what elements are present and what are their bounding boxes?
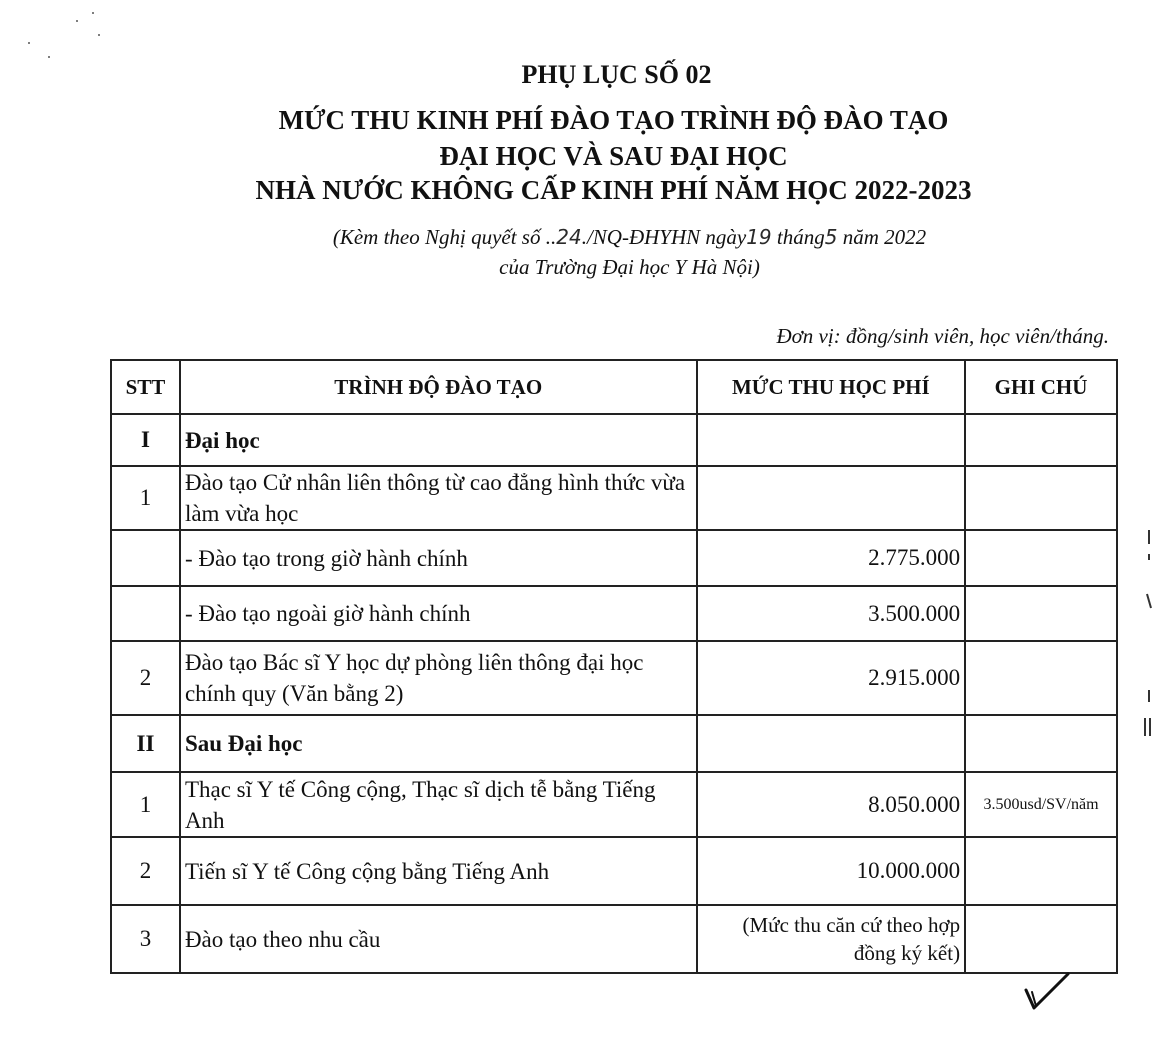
row-stt: 2 (111, 641, 180, 715)
row-fee: 10.000.000 (697, 837, 966, 905)
row-note (965, 586, 1117, 641)
row-note (965, 466, 1117, 530)
row-note (965, 641, 1117, 715)
row-stt: 3 (111, 905, 180, 973)
row-stt: 1 (111, 772, 180, 837)
row-fee: (Mức thu căn cứ theo hợp đồng ký kết) (697, 905, 966, 973)
row-level: Đào tạo theo nhu cầu (180, 905, 697, 973)
scan-speck (48, 56, 50, 58)
attachment-line-1 (104, 222, 1155, 252)
table-row (111, 715, 1117, 772)
row-level: Thạc sĩ Y tế Công cộng, Thạc sĩ dịch tễ bằng Tiếng Anh (180, 772, 697, 837)
title-line-1: MỨC THU KINH PHÍ ĐÀO TẠO TRÌNH ĐỘ ĐÀO TẠO (278, 105, 949, 135)
attachment-day: 19 (746, 225, 772, 249)
attachment-suffix: năm 2022 (837, 225, 927, 249)
scan-speck (92, 12, 94, 14)
row-stt: 2 (111, 837, 180, 905)
table-row (111, 414, 1117, 466)
row-fee: 2.775.000 (697, 530, 966, 586)
table-header-row (111, 360, 1117, 414)
row-level: Đại học (180, 414, 697, 466)
row-note (965, 530, 1117, 586)
unit-note: Đơn vị: đồng/sinh viên, học viên/tháng. (776, 324, 1109, 348)
row-stt: II (111, 715, 180, 772)
fee-table (110, 359, 1118, 974)
row-fee (697, 414, 966, 466)
table-row (111, 772, 1117, 837)
row-stt: I (111, 414, 180, 466)
table-row (111, 905, 1117, 973)
title-line-2: ĐẠI HỌC VÀ SAU ĐẠI HỌC (439, 141, 788, 171)
header-stt: STT (111, 360, 180, 414)
row-level: Tiến sĩ Y tế Công cộng bằng Tiếng Anh (180, 837, 697, 905)
row-fee: 2.915.000 (697, 641, 966, 715)
attachment-month: 5 (824, 225, 838, 249)
header-level: TRÌNH ĐỘ ĐÀO TẠO (180, 360, 697, 414)
attachment-mid-1: ./NQ-ĐHYHN ngày (581, 225, 747, 249)
annex-number: PHỤ LỤC SỐ 02 (521, 60, 712, 89)
row-fee (697, 715, 966, 772)
row-level: Đào tạo Cử nhân liên thông từ cao đẳng hình thức vừa làm vừa học (180, 466, 697, 530)
row-note: 3.500usd/SV/năm (965, 772, 1117, 837)
row-stt: 1 (111, 466, 180, 530)
attachment-mid-2: tháng (771, 225, 825, 249)
table-row (111, 641, 1117, 715)
header-note: GHI CHÚ (965, 360, 1117, 414)
attachment-note (0, 222, 1155, 282)
row-note (965, 414, 1117, 466)
row-level: Sau Đại học (180, 715, 697, 772)
scan-speck (98, 34, 100, 36)
row-level: Đào tạo Bác sĩ Y học dự phòng liên thông đại học chính quy (Văn bằng 2) (180, 641, 697, 715)
row-note (965, 715, 1117, 772)
row-note (965, 905, 1117, 973)
attachment-prefix: (Kèm theo Nghị quyết số .. (332, 225, 557, 249)
row-fee (697, 466, 966, 530)
scan-edge-marks (1135, 520, 1155, 750)
row-note (965, 837, 1117, 905)
scan-speck (28, 42, 30, 44)
scan-speck (76, 20, 78, 22)
table-row (111, 837, 1117, 905)
checkmark-icon (1022, 972, 1072, 1012)
row-level: - Đào tạo ngoài giờ hành chính (180, 586, 697, 641)
row-fee: 3.500.000 (697, 586, 966, 641)
row-stt (111, 530, 180, 586)
table-row (111, 586, 1117, 641)
row-stt (111, 586, 180, 641)
table-row (111, 530, 1117, 586)
row-fee: 8.050.000 (697, 772, 966, 837)
table-row (111, 466, 1117, 530)
row-level: - Đào tạo trong giờ hành chính (180, 530, 697, 586)
resolution-number: 24 (556, 225, 582, 249)
title-line-3: NHÀ NƯỚC KHÔNG CẤP KINH PHÍ NĂM HỌC 2022-2023 (255, 175, 972, 205)
attachment-line-2: của Trường Đại học Y Hà Nội) (499, 255, 760, 279)
header-fee: MỨC THU HỌC PHÍ (697, 360, 966, 414)
